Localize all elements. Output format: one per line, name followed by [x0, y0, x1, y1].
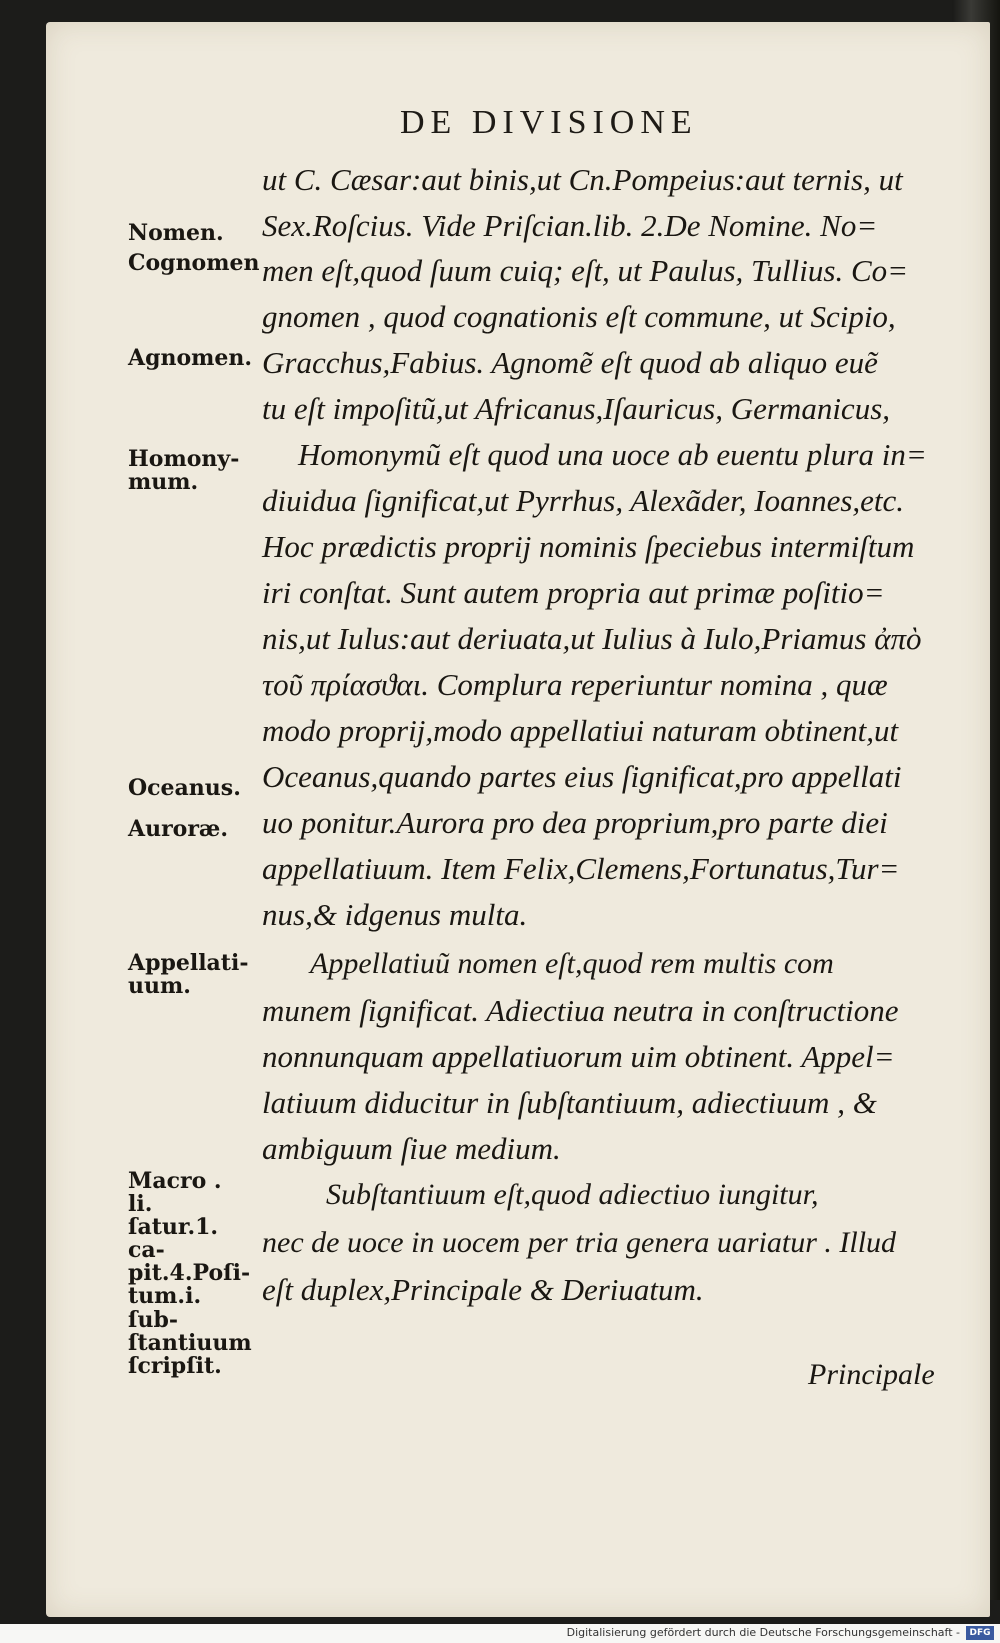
margin-note: Homony- mum. [128, 446, 240, 496]
text-line: appellatiuum. Item Felix,Clemens,Fortunatus,Tur= [262, 851, 900, 886]
text-line: nec de uoce in uocem per tria genera uariatur . Illud [262, 1226, 897, 1259]
text-line: ambiguum ſiue medium. [262, 1131, 561, 1166]
text-line: latiuum diducitur in ſubſtantiuum, adiectiuum , & [262, 1085, 877, 1120]
text-line: diuidua ſignificat,ut Pyrrhus, Alexãder, Ioannes,etc. [262, 483, 905, 518]
text-line: iri conſtat. Sunt autem propria aut primæ poſitio= [262, 575, 885, 610]
margin-note: Agnomen. [128, 345, 253, 371]
text-line: nus,& idgenus multa. [262, 897, 528, 932]
text-line: men eſt,quod ſuum cuiq; eſt, ut Paulus, Tullius. Co= [262, 253, 909, 288]
text-line: Homonymũ eſt quod una uoce ab euentu plura in= [298, 437, 927, 472]
footer-text: Digitalisierung gefördert durch die Deutsche Forschungsgemeinschaft - [566, 1626, 960, 1639]
margin-note: Auroræ. [128, 816, 229, 842]
text-line: munem ſignificat. Adiectiua neutra in conſtructione [262, 993, 899, 1028]
running-header: DE DIVISIONE [400, 104, 698, 141]
text-line: eſt duplex,Principale & Deriuatum. [262, 1272, 704, 1307]
text-line: gnomen , quod cognationis eſt commune, ut Scipio, [262, 299, 896, 334]
text-line: nis,ut Iulus:aut deriuata,ut Iulius à Iulo,Priamus ἀπὸ [262, 621, 922, 656]
margin-note: Nomen. [128, 220, 224, 246]
text-line: Sex.Roſcius. Vide Priſcian.lib. 2.De Nomine. No= [262, 208, 878, 243]
catchword: Principale [808, 1358, 935, 1391]
text-line: ut C. Cæsar:aut binis,ut Cn.Pompeius:aut ternis, ut [262, 162, 903, 197]
text-line: uo ponitur.Aurora pro dea proprium,pro parte diei [262, 805, 888, 840]
text-line: tu eſt impoſitũ,ut Africanus,Iſauricus, Germanicus, [262, 391, 891, 426]
text-line: Hoc prædictis proprij nominis ſpeciebus intermiſtum [262, 529, 915, 564]
dfg-logo: DFG [966, 1626, 994, 1640]
text-line: Gracchus,Fabius. Agnomẽ eſt quod ab aliquo euẽ [262, 345, 878, 380]
text-line: Appellatiuũ nomen eſt,quod rem multis com [310, 947, 834, 980]
text-line: τοῦ πρίασϑαι. Complura reperiuntur nomina , quæ [262, 667, 888, 702]
margin-note: Cognomen [128, 250, 260, 276]
margin-note: Oceanus. [128, 775, 241, 801]
margin-note: Appellati- uum. [128, 950, 249, 1000]
text-line: modo proprij,modo appellatiui naturam obtinent,ut [262, 713, 899, 748]
text-line: nonnunquam appellatiuorum uim obtinent. Appel= [262, 1039, 895, 1074]
footer-bar [0, 1624, 1000, 1643]
text-line: Oceanus,quando partes eius ſignificat,pro appellati [262, 759, 902, 794]
margin-note: Macro . li. ſatur.1. ca- pit.4.Poſi- tum.i. ſub- ſtantiuum ſcripſit. [128, 1168, 252, 1379]
text-line: Subſtantiuum eſt,quod adiectiuo iungitur, [326, 1178, 819, 1211]
